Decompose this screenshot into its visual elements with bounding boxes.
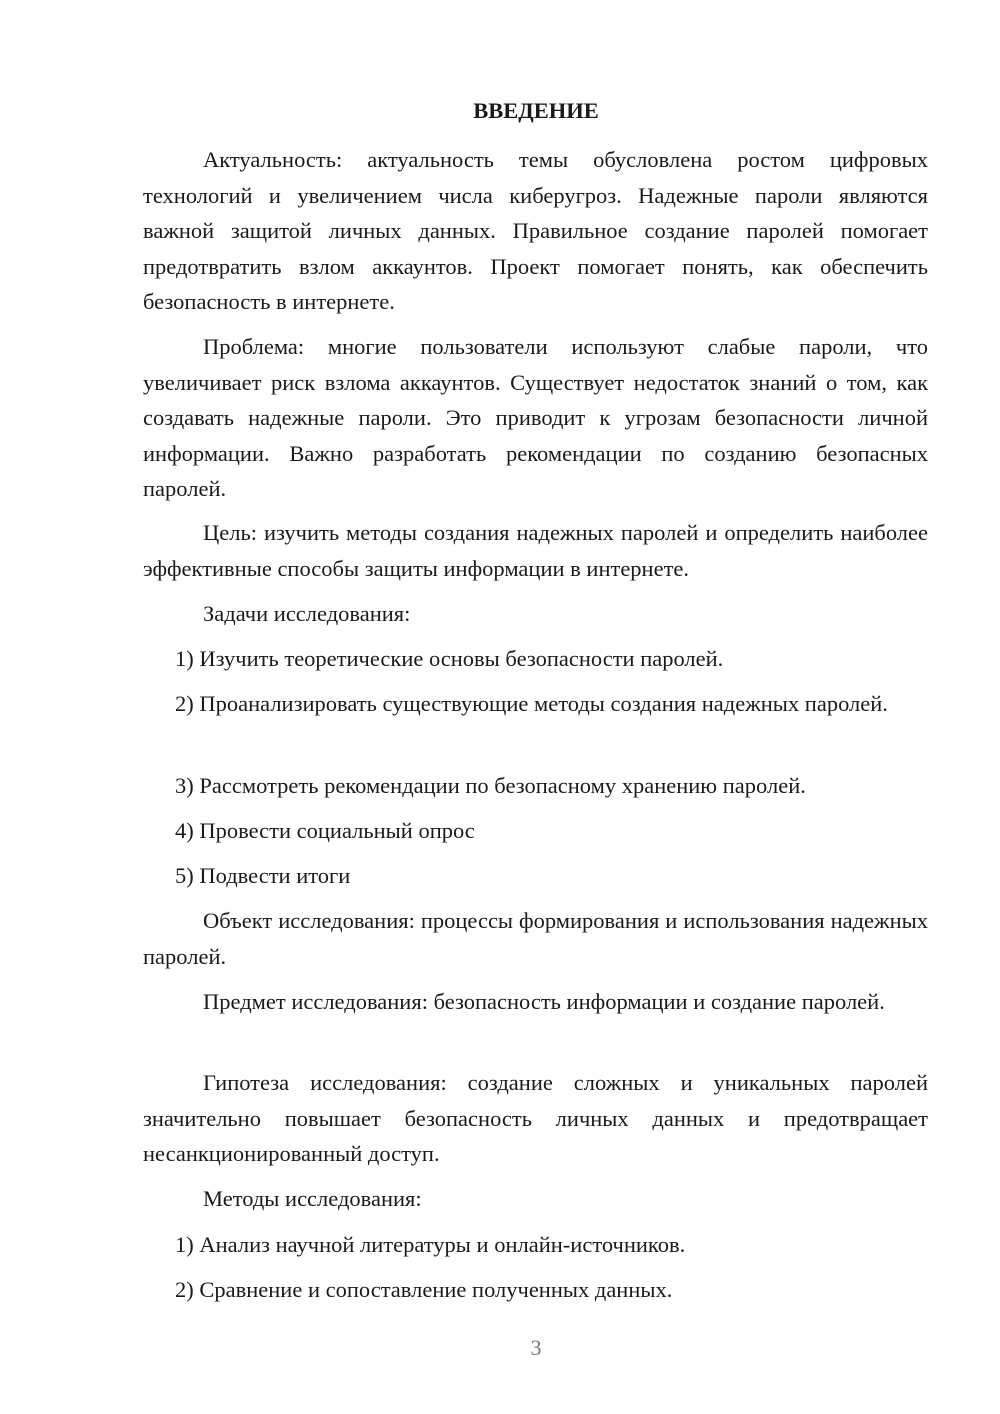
object-paragraph: Объект исследования: процессы формирования и использования надежных паролей.	[143, 908, 928, 969]
task-item: 3) Рассмотреть рекомендации по безопасному хранению паролей.	[175, 773, 806, 798]
goal-paragraph: Цель: изучить методы создания надежных паролей и определить наиболее эффективные способы защиты информации в интернете.	[143, 520, 928, 581]
task-item: 2) Проанализировать существующие методы создания надежных паролей.	[175, 691, 888, 716]
methods-heading: Методы исследования:	[203, 1186, 422, 1211]
problem-paragraph: Проблема: многие пользователи используют слабые пароли, что увеличивает риск взлома аккаунтов. Существует недостаток знаний о том, как создавать надежные пароли. Это приводит к угрозам безопасности личной информации. Важно разработать рекомендации по созданию безопасных паролей.	[143, 334, 928, 501]
tasks-heading: Задачи исследования:	[203, 601, 411, 626]
task-item: 4) Провести социальный опрос	[175, 818, 475, 843]
task-item: 1) Изучить теоретические основы безопасности паролей.	[175, 646, 724, 671]
method-item: 1) Анализ научной литературы и онлайн-источников.	[175, 1232, 686, 1257]
task-item: 5) Подвести итоги	[175, 863, 351, 888]
method-item: 2) Сравнение и сопоставление полученных данных.	[175, 1277, 673, 1302]
subject-paragraph: Предмет исследования: безопасность информации и создание паролей.	[203, 989, 885, 1014]
relevance-paragraph: Актуальность: актуальность темы обусловлена ростом цифровых технологий и увеличением числа киберугроз. Надежные пароли являются важной защитой личных данных. Правильное создание паролей помогает предотвратить взлом аккаунтов. Проект помогает понять, как обеспечить безопасность в интернете.	[143, 147, 928, 314]
page-title: ВВЕДЕНИЕ	[473, 98, 599, 123]
hypothesis-paragraph: Гипотеза исследования: создание сложных и уникальных паролей значительно повышает безопасность личных данных и предотвращает несанкционированный доступ.	[143, 1070, 928, 1166]
page-number: 3	[530, 1335, 542, 1360]
